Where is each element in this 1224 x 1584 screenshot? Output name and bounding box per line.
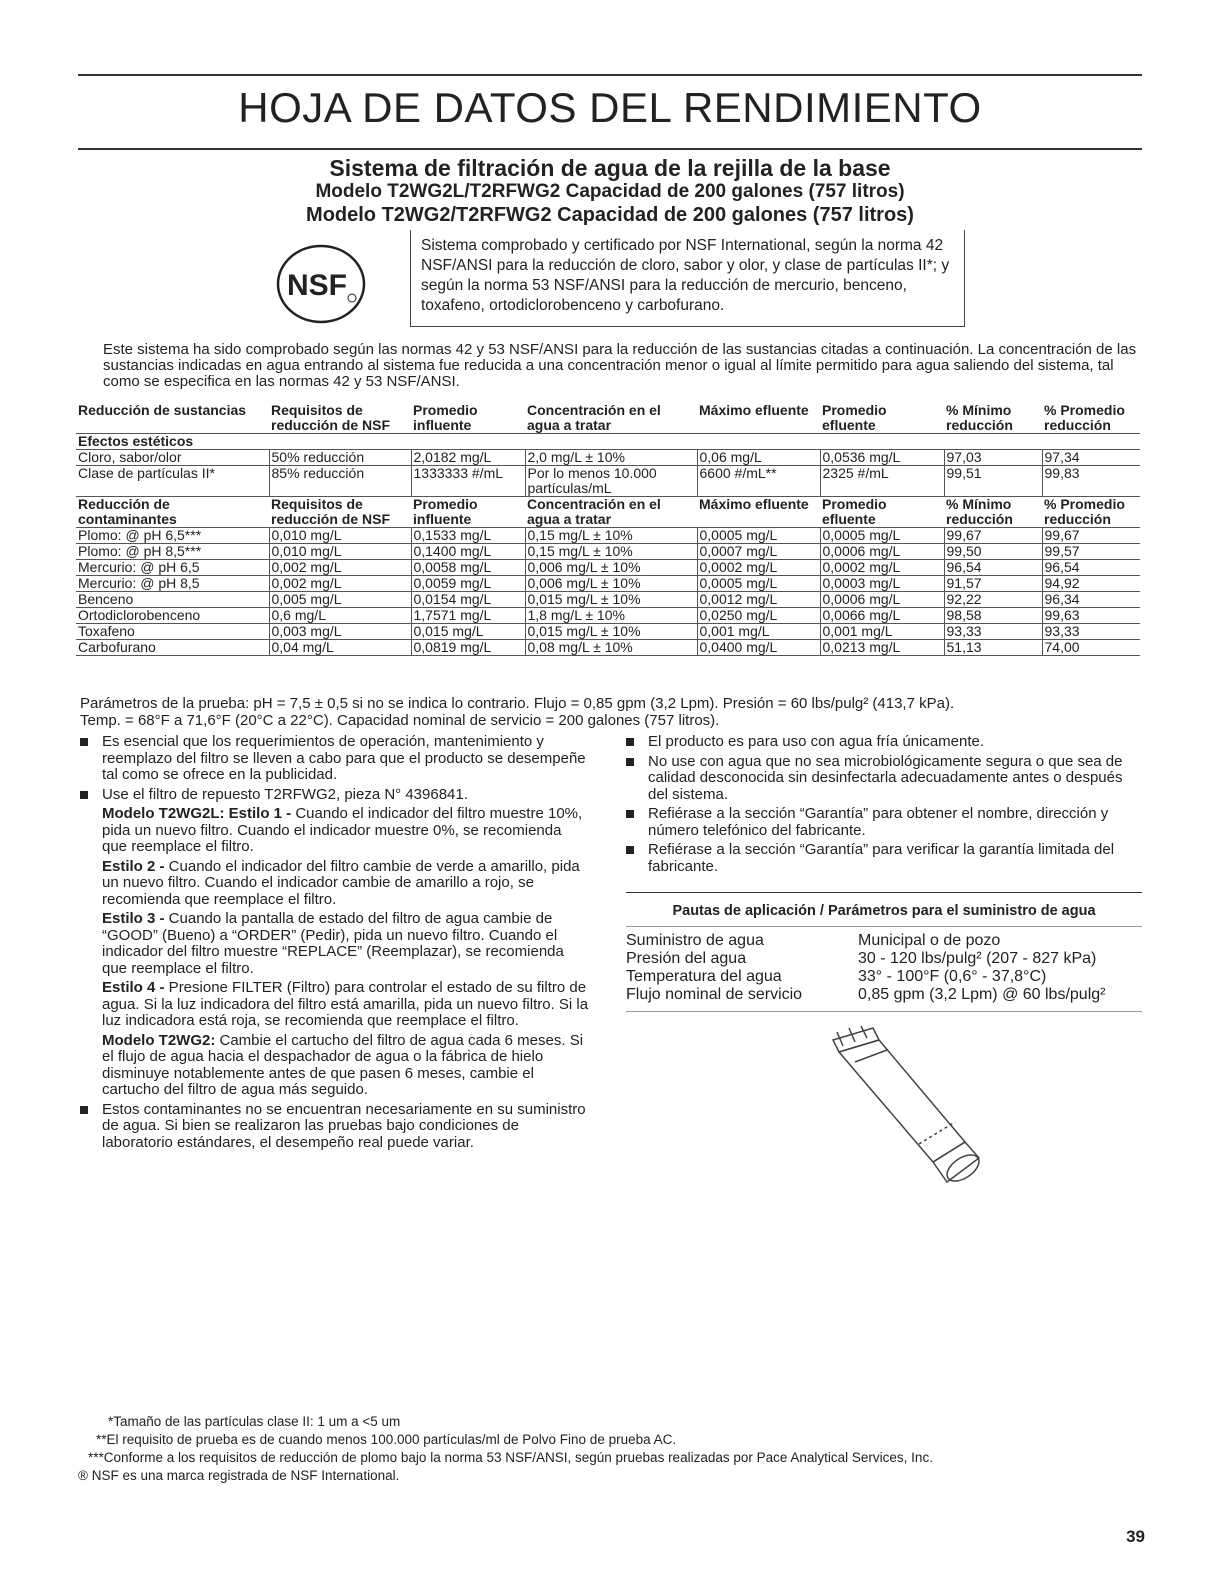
table-cell: 0,15 mg/L ± 10% — [525, 544, 697, 560]
table-cell: Ortodiclorobenceno — [76, 608, 269, 624]
style-paragraph — [102, 806, 590, 856]
table-cell: 0,015 mg/L ± 10% — [525, 624, 697, 640]
performance-table — [76, 403, 1140, 656]
guidelines-row — [626, 950, 1142, 968]
certification-text: Sistema comprobado y certificado por NSF International, según la norma 42 NSF/ANSI para la reducción de cloro, sabor y olor, y clase de partículas II*; y según la norma 53 NSF/ANSI para la reducción de mercurio, benceno, toxafeno, ortodiclorobenceno y carbofurano. — [421, 237, 950, 314]
bullet-square-icon — [626, 846, 634, 854]
bullet-text: Es esencial que los requerimientos de operación, mantenimiento y reemplazo del filtro se lleven a cabo para que el producto se desempeñe tal como se ofrece en la publicidad. — [102, 733, 586, 783]
aesthetic-subheader: Efectos estéticos — [76, 434, 1140, 450]
guidelines-row — [626, 968, 1142, 986]
table-cell: Mercurio: @ pH 8,5 — [76, 576, 269, 592]
bullet-item — [626, 806, 1142, 839]
style-label: Estilo 4 - — [102, 979, 165, 996]
bullet-item — [626, 754, 1142, 804]
nsf-logo-text: NSF — [287, 269, 347, 302]
model-line-1: Modelo T2WG2L/T2RFWG2 Capacidad de 200 galones (757 litros) — [315, 181, 905, 202]
water-filter-cartridge-icon — [815, 1022, 995, 1192]
table-cell: Plomo: @ pH 8,5*** — [76, 544, 269, 560]
table-row — [76, 450, 1140, 466]
guidelines-top-rule — [626, 892, 1142, 893]
table-cell: 51,13 — [944, 640, 1042, 656]
guidelines-body — [626, 932, 1142, 1004]
right-column — [626, 734, 1142, 878]
table-cell: 99,67 — [1042, 528, 1140, 544]
table-cell: 99,63 — [1042, 608, 1140, 624]
table-row — [76, 560, 1140, 576]
table-cell: 97,03 — [944, 450, 1042, 466]
style-text: Cuando el indicador del filtro cambie de verde a amarillo, pida un nuevo filtro. Cuando el indicador cambie de amarillo a rojo, se recomienda que reemplace el filtro. — [102, 857, 580, 908]
header-cell: % Promedio reducción — [1042, 497, 1140, 528]
table-cell: Carbofurano — [76, 640, 269, 656]
table-cell: 97,34 — [1042, 450, 1140, 466]
table-cell: 0,15 mg/L ± 10% — [525, 528, 697, 544]
header-cell: % Mínimo reducción — [944, 497, 1042, 528]
table-cell: 0,001 mg/L — [697, 624, 820, 640]
test-parameters — [80, 696, 1140, 729]
table-cell: 93,33 — [1042, 624, 1140, 640]
table-cell: 99,50 — [944, 544, 1042, 560]
table-cell: 0,0058 mg/L — [411, 560, 525, 576]
bullet-text: El producto es para uso con agua fría únicamente. — [648, 733, 985, 750]
table-cell: 0,0536 mg/L — [820, 450, 944, 466]
guideline-value: 30 - 120 lbs/pulg² (207 - 827 kPa) — [858, 950, 1097, 967]
table-cell: 0,0250 mg/L — [697, 608, 820, 624]
style-paragraph — [102, 859, 590, 909]
guideline-label: Temperatura del agua — [626, 968, 782, 985]
bullet-text: Estos contaminantes no se encuentran necesariamente en su suministro de agua. Si bien se realizaron las pruebas bajo condiciones de laboratorio estándares, el desempeño real puede variar. — [102, 1100, 586, 1151]
footnote-4: ® NSF es una marca registrada de NSF International. — [78, 1468, 400, 1483]
table-row — [76, 592, 1140, 608]
table-cell: Mercurio: @ pH 6,5 — [76, 560, 269, 576]
table-cell: 0,06 mg/L — [697, 450, 820, 466]
guidelines-row — [626, 986, 1142, 1004]
header-cell: Concentración en el agua a tratar — [525, 403, 697, 434]
footnote-3: ***Conforme a los requisitos de reducción de plomo bajo la norma 53 NSF/ANSI, según pruebas realizadas por Pace Analytical Services, Inc. — [88, 1450, 933, 1465]
page-title: HOJA DE DATOS DEL RENDIMIENTO — [238, 84, 982, 131]
table-cell: 0,1400 mg/L — [411, 544, 525, 560]
table-cell: 0,015 mg/L ± 10% — [525, 592, 697, 608]
style-paragraph — [102, 911, 590, 977]
table-cell: 93,33 — [944, 624, 1042, 640]
footnote-1: *Tamaño de las partículas clase II: 1 um a <5 um — [108, 1414, 401, 1429]
style-label: Modelo T2WG2: — [102, 1031, 216, 1049]
guidelines-title-rule — [626, 926, 1142, 927]
table-cell: 0,003 mg/L — [269, 624, 411, 640]
bullet-text: Refiérase a la sección “Garantía” para obtener el nombre, dirección y número telefónico del fabricante. — [648, 805, 1109, 839]
table-cell: 96,34 — [1042, 592, 1140, 608]
table-cell: 0,010 mg/L — [269, 544, 411, 560]
subtitle: Sistema de filtración de agua de la rejilla de la base — [329, 155, 891, 181]
header-cell: % Mínimo reducción — [944, 403, 1042, 434]
table-cell: 2,0 mg/L ± 10% — [525, 450, 697, 466]
table-row — [76, 624, 1140, 640]
header-cell: Requisitos de reducción de NSF — [269, 403, 411, 434]
page-number: 39 — [1126, 1527, 1145, 1546]
table-cell: 0,04 mg/L — [269, 640, 411, 656]
guidelines-row — [626, 932, 1142, 950]
table-cell: 2,0182 mg/L — [411, 450, 525, 466]
bullet-item — [626, 842, 1142, 875]
table-cell: 0,0005 mg/L — [697, 576, 820, 592]
table-cell: 0,08 mg/L ± 10% — [525, 640, 697, 656]
style-text: Cuando la pantalla de estado del filtro de agua cambie de “GOOD” (Bueno) a “ORDER” (Pedir), pida un nuevo filtro. Cuando el indicador del filtro muestre “REPLACE” (Reemplazar), se recomienda que reemplace el filtro. — [102, 910, 564, 977]
table-cell: 0,0007 mg/L — [697, 544, 820, 560]
bullet-item — [80, 1102, 590, 1152]
guidelines-table — [626, 932, 1142, 1004]
guidelines-title: Pautas de aplicación / Parámetros para el suministro de agua — [672, 903, 1096, 919]
table-cell: Cloro, sabor/olor — [76, 450, 269, 466]
contaminant-section — [76, 497, 1140, 656]
table-cell: 98,58 — [944, 608, 1042, 624]
header-cell: Promedio efluente — [820, 403, 944, 434]
intro-paragraph: Este sistema ha sido comprobado según las normas 42 y 53 NSF/ANSI para la reducción de las sustancias citadas a continuación. La concentración de las sustancias indicadas en agua entrando al sistema fue reducida a una concentración menor o igual al límite permitido para agua saliendo del sistema, tal como se especifica en las normas 42 y 53 NSF/ANSI. — [103, 341, 1137, 390]
table-cell: 1,7571 mg/L — [411, 608, 525, 624]
header-cell: Reducción de contaminantes — [76, 497, 269, 528]
contaminant-header-row — [76, 497, 1140, 528]
header-cell: Requisitos de reducción de NSF — [269, 497, 411, 528]
table-cell: 0,006 mg/L ± 10% — [525, 560, 697, 576]
bullet-square-icon — [626, 758, 634, 766]
table-cell: Benceno — [76, 592, 269, 608]
table-cell: 74,00 — [1042, 640, 1140, 656]
table-cell: 0,0059 mg/L — [411, 576, 525, 592]
table-cell: 0,0006 mg/L — [820, 592, 944, 608]
table-cell: 96,54 — [944, 560, 1042, 576]
header-cell: Promedio efluente — [820, 497, 944, 528]
footnotes — [78, 1413, 1142, 1485]
header-cell: Máximo efluente — [697, 497, 820, 528]
style-label: Estilo 2 - — [102, 857, 165, 875]
table-cell: 6600 #/mL** — [697, 466, 820, 497]
guideline-value: 0,85 gpm (3,2 Lpm) @ 60 lbs/pulg² — [858, 986, 1106, 1003]
table-cell: 0,010 mg/L — [269, 528, 411, 544]
table-cell: 0,006 mg/L ± 10% — [525, 576, 697, 592]
bullet-item — [626, 734, 1142, 751]
bullet-item — [80, 787, 590, 804]
style-label: Modelo T2WG2L: Estilo 1 - — [102, 805, 292, 822]
table-cell: Plomo: @ pH 6,5*** — [76, 528, 269, 544]
style-paragraph — [102, 1033, 590, 1099]
table-cell: 1,8 mg/L ± 10% — [525, 608, 697, 624]
table-cell: 99,57 — [1042, 544, 1140, 560]
header-cell: Concentración en el agua a tratar — [525, 497, 697, 528]
bullet-square-icon — [80, 738, 88, 746]
table-cell: 85% reducción — [269, 466, 411, 497]
title-rule — [78, 148, 1142, 150]
bullet-text: Refiérase a la sección “Garantía” para verificar la garantía limitada del fabricante. — [648, 841, 1115, 875]
table-cell: 0,002 mg/L — [269, 576, 411, 592]
table-cell: 0,0400 mg/L — [697, 640, 820, 656]
table-cell: 0,0012 mg/L — [697, 592, 820, 608]
header-cell: Promedio influente — [411, 497, 525, 528]
table-cell: 2325 #/mL — [820, 466, 944, 497]
table-cell: 0,0005 mg/L — [697, 528, 820, 544]
bullet-square-icon — [80, 1106, 88, 1114]
bullet-text: Use el filtro de repuesto T2RFWG2, pieza N° 4396841. — [102, 785, 468, 803]
test-params-line-2: Temp. = 68°F a 71,6°F (20°C a 22°C). Capacidad nominal de servicio = 200 galones (757 litros). — [80, 711, 720, 729]
table-cell: 0,0003 mg/L — [820, 576, 944, 592]
guideline-label: Presión del agua — [626, 950, 747, 967]
table-cell: Clase de partículas II* — [76, 466, 269, 497]
bullet-item — [80, 734, 590, 784]
table-row — [76, 528, 1140, 544]
aesthetic-subheader-row — [76, 434, 1140, 450]
style-text: Presione FILTER (Filtro) para controlar el estado de su filtro de agua. Si la luz indicadora del filtro está amarilla, pida un nuevo filtro. Si la luz indicadora está roja, se recomienda que reemplace el filtro. — [102, 979, 589, 1029]
style-paragraph — [102, 980, 590, 1030]
table-cell: 0,0006 mg/L — [820, 544, 944, 560]
aesthetic-section — [76, 403, 1140, 497]
table-cell: Toxafeno — [76, 624, 269, 640]
table-cell: 0,0213 mg/L — [820, 640, 944, 656]
table-cell: 91,57 — [944, 576, 1042, 592]
table-cell: 96,54 — [1042, 560, 1140, 576]
header-cell: Reducción de sustancias — [76, 403, 269, 434]
header-cell: Promedio influente — [411, 403, 525, 434]
test-params-line-1: Parámetros de la prueba: pH = 7,5 ± 0,5 si no se indica lo contrario. Flujo = 0,85 gpm (3,2 Lpm). Presión = 60 lbs/pulg² (413,7 kPa). — [80, 695, 955, 712]
header-cell: Máximo efluente — [697, 403, 820, 434]
bullet-square-icon — [80, 791, 88, 799]
bullet-text: No use con agua que no sea microbiológicamente segura o que sea de calidad desconocida sin desinfectarla adecuadamente antes o después del sistema. — [648, 752, 1123, 803]
table-cell: 0,015 mg/L — [411, 624, 525, 640]
table-row — [76, 466, 1140, 497]
table-cell: 0,6 mg/L — [269, 608, 411, 624]
table-cell: 99,51 — [944, 466, 1042, 497]
footnote-2: **El requisito de prueba es de cuando menos 100.000 partículas/ml de Polvo Fino de prueba AC. — [96, 1432, 677, 1447]
bullet-square-icon — [626, 738, 634, 746]
table-cell: 0,0066 mg/L — [820, 608, 944, 624]
table-cell: Por lo menos 10.000 partículas/mL — [525, 466, 697, 497]
guideline-value: Municipal o de pozo — [858, 932, 1001, 949]
table-cell: 0,002 mg/L — [269, 560, 411, 576]
model-line-2: Modelo T2WG2/T2RFWG2 Capacidad de 200 galones (757 litros) — [306, 204, 914, 226]
table-row — [76, 544, 1140, 560]
table-cell: 0,1533 mg/L — [411, 528, 525, 544]
table-row — [76, 608, 1140, 624]
left-column — [80, 734, 590, 1154]
bullet-square-icon — [626, 810, 634, 818]
table-cell: 99,67 — [944, 528, 1042, 544]
style-text: Cambie el cartucho del filtro de agua cada 6 meses. Si el flujo de agua hacia el despachador de agua o la fábrica de hielo disminuye notablemente antes de que pasen 6 meses, cambie el cartucho del filtro de agua más seguido. — [102, 1031, 584, 1098]
table-cell: 50% reducción — [269, 450, 411, 466]
top-rule — [78, 74, 1142, 76]
table-cell: 92,22 — [944, 592, 1042, 608]
aesthetic-header-row — [76, 403, 1140, 434]
table-cell: 0,0819 mg/L — [411, 640, 525, 656]
guidelines-bottom-rule — [626, 1011, 1142, 1012]
table-row — [76, 576, 1140, 592]
table-cell: 0,0154 mg/L — [411, 592, 525, 608]
nsf-logo-icon — [272, 242, 370, 326]
table-cell: 0,001 mg/L — [820, 624, 944, 640]
guideline-label: Suministro de agua — [626, 932, 764, 949]
table-row — [76, 640, 1140, 656]
table-cell: 0,0002 mg/L — [820, 560, 944, 576]
style-text: Cuando el indicador del filtro muestre 10%, pida un nuevo filtro. Cuando el indicador muestre 0%, se recomienda que reemplace el filtro. — [102, 805, 583, 855]
guideline-value: 33° - 100°F (0,6° - 37,8°C) — [858, 968, 1047, 985]
table-cell: 94,92 — [1042, 576, 1140, 592]
certification-box — [410, 230, 965, 327]
table-cell: 0,0002 mg/L — [697, 560, 820, 576]
guideline-label: Flujo nominal de servicio — [626, 986, 803, 1003]
table-cell: 1333333 #/mL — [411, 466, 525, 497]
header-cell: % Promedio reducción — [1042, 403, 1140, 434]
table-cell: 0,005 mg/L — [269, 592, 411, 608]
table-cell: 0,0005 mg/L — [820, 528, 944, 544]
table-cell: 99,83 — [1042, 466, 1140, 497]
style-label: Estilo 3 - — [102, 910, 165, 927]
